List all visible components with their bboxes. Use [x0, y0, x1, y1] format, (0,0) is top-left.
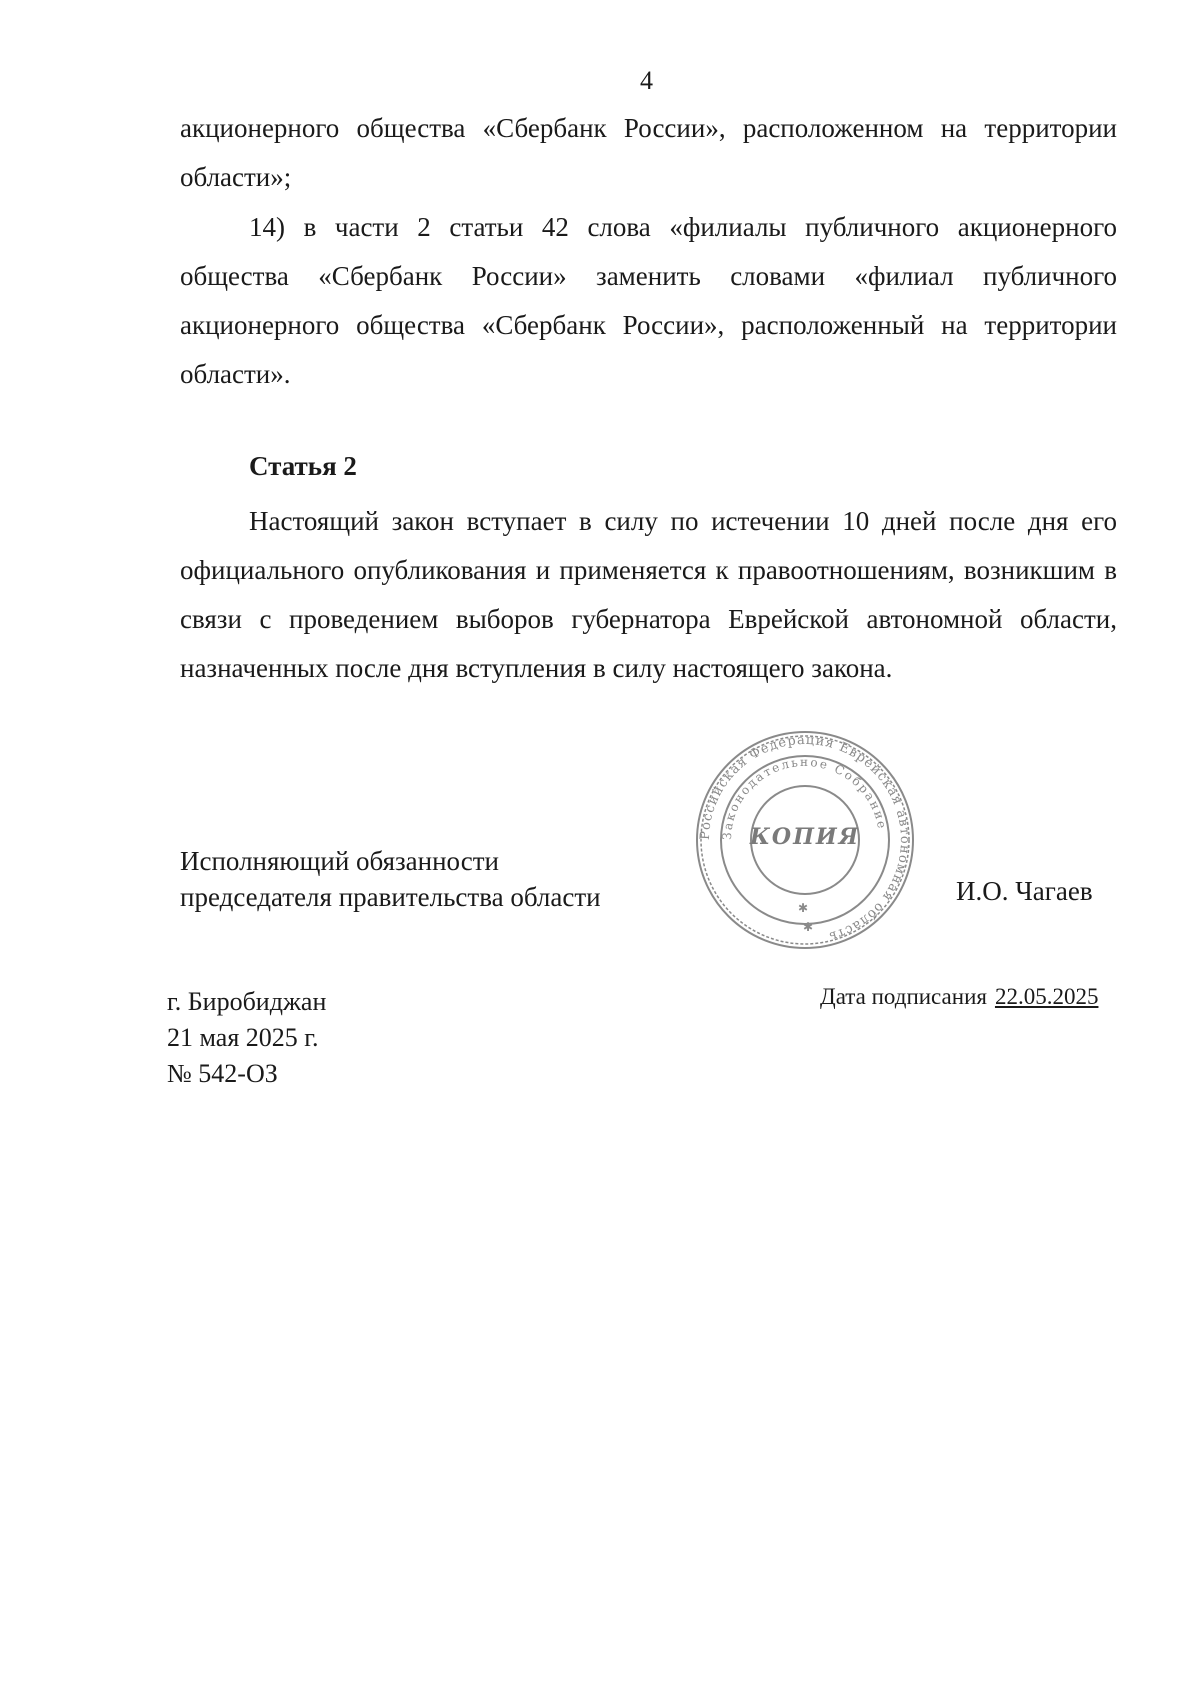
seal-icon — [690, 730, 920, 950]
page-number: 4 — [640, 66, 653, 95]
signing-date-value: 22.05.2025 — [994, 984, 1099, 1009]
star-icon: ✱ — [802, 920, 814, 934]
signer-title-line: председателя правительства области — [180, 882, 601, 912]
law-number: № 542-ОЗ — [167, 1059, 278, 1088]
place-date-number — [167, 984, 326, 1092]
item-14-paragraph — [180, 203, 1117, 399]
signing-date-label: Дата подписания — [820, 984, 987, 1009]
paragraph-text: Настоящий закон вступает в силу по истечении 10 дней после дня его официального опубликования и применяется к правоотношениям, возникшим в связи с проведением выборов губернатора Еврейской автономной области, назначенных после дня вступления в силу настоящего закона. — [180, 506, 1117, 683]
city: г. Биробиджан — [167, 987, 327, 1016]
seal-inner-text: Законодательное Собрание — [719, 754, 890, 841]
article-heading: Статья 2 — [249, 451, 357, 481]
star-icon: ✱ — [797, 901, 809, 915]
signer-title-line: Исполняющий обязанности — [180, 846, 499, 876]
adoption-date: 21 мая 2025 г. — [167, 1023, 319, 1052]
signer-name: И.О. Чагаев — [956, 876, 1093, 906]
signer-title — [180, 843, 601, 915]
article-2-paragraph — [180, 497, 1117, 693]
seal-outer-text: Российская Федерация Еврейская автономная область — [697, 732, 913, 944]
seal-center-text: КОПИЯ — [749, 824, 861, 850]
paragraph-text: акционерного общества «Сбербанк России», расположенном на территории области»; — [180, 113, 1117, 192]
signing-date — [820, 984, 1098, 1010]
continuation-paragraph — [180, 104, 1117, 202]
paragraph-text: 14) в части 2 статьи 42 слова «филиалы публичного акционерного общества «Сбербанк России» заменить словами «филиал публичного акционерного общества «Сбербанк России», расположенный на территории области». — [180, 212, 1117, 389]
official-seal — [690, 730, 920, 950]
